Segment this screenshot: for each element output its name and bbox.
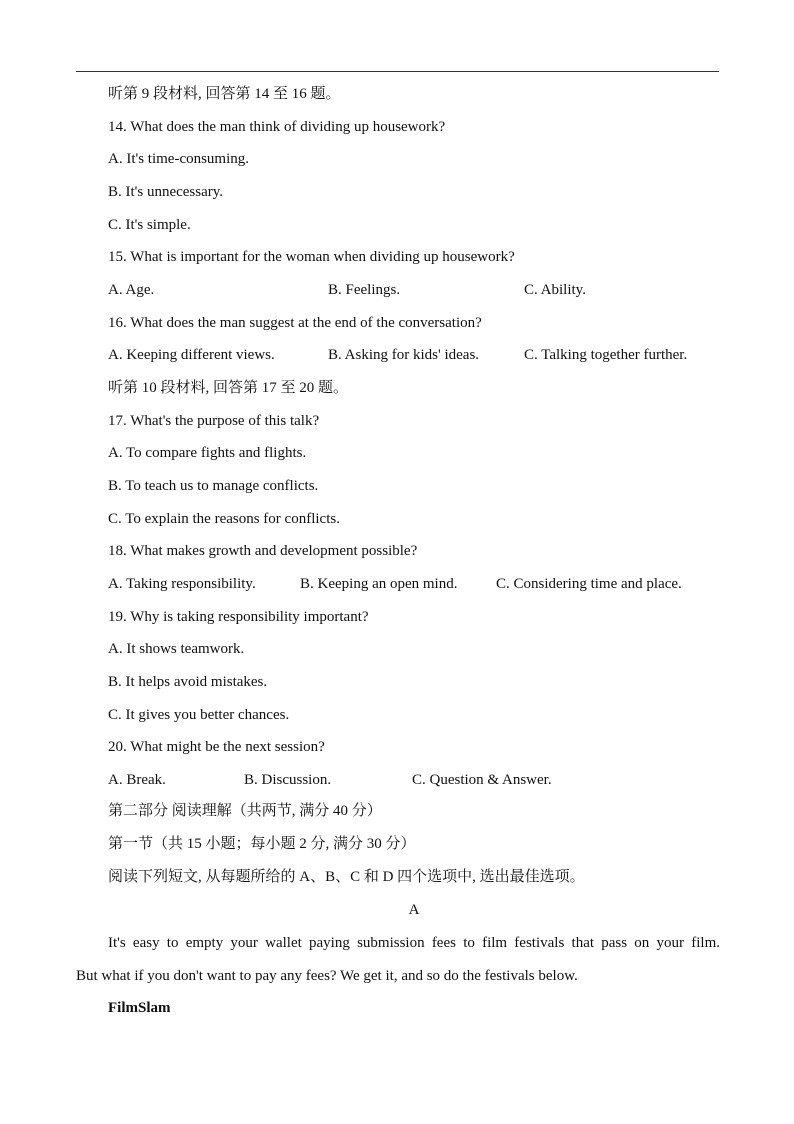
question-17-option-b: B. To teach us to manage conflicts. bbox=[108, 478, 319, 494]
question-16-option-a: A. Keeping different views. bbox=[108, 347, 275, 363]
question-17-option-a: A. To compare fights and flights. bbox=[108, 445, 307, 461]
question-20-option-a: A. Break. bbox=[108, 772, 166, 788]
question-19-stem: 19. Why is taking responsibility important? bbox=[108, 609, 369, 625]
section-intro-10: 听第 10 段材料, 回答第 17 至 20 题。 bbox=[108, 380, 349, 396]
question-16-option-c: C. Talking together further. bbox=[524, 347, 688, 363]
question-16-stem: 16. What does the man suggest at the end of the conversation? bbox=[108, 315, 482, 331]
question-18-option-a: A. Taking responsibility. bbox=[108, 576, 256, 592]
question-15-option-b: B. Feelings. bbox=[328, 282, 401, 298]
section-1-heading: 第一节（共 15 小题；每小题 2 分, 满分 30 分） bbox=[108, 836, 416, 852]
question-18-option-b: B. Keeping an open mind. bbox=[300, 576, 458, 592]
question-15-stem: 15. What is important for the woman when dividing up housework? bbox=[108, 249, 515, 265]
passage-heading-filmslam: FilmSlam bbox=[108, 1000, 171, 1016]
passage-label: A bbox=[408, 902, 420, 918]
section-intro-9: 听第 9 段材料, 回答第 14 至 16 题。 bbox=[108, 86, 341, 102]
question-15-option-c: C. Ability. bbox=[524, 282, 586, 298]
question-19-option-b: B. It helps avoid mistakes. bbox=[108, 674, 268, 690]
question-20-stem: 20. What might be the next session? bbox=[108, 739, 325, 755]
question-19-option-a: A. It shows teamwork. bbox=[108, 641, 245, 657]
question-18-stem: 18. What makes growth and development possible? bbox=[108, 543, 418, 559]
question-20-option-c: C. Question & Answer. bbox=[412, 772, 552, 788]
passage-paragraph-line-1: It's easy to empty your wallet paying submission fees to film festivals that pass on your film. bbox=[108, 935, 720, 951]
question-14-stem: 14. What does the man think of dividing up housework? bbox=[108, 119, 446, 135]
question-14-option-b: B. It's unnecessary. bbox=[108, 184, 224, 200]
header-rule bbox=[76, 71, 719, 72]
question-14-option-c: C. It's simple. bbox=[108, 217, 191, 233]
question-14-option-a: A. It's time-consuming. bbox=[108, 151, 250, 167]
question-15-option-a: A. Age. bbox=[108, 282, 155, 298]
part-2-heading: 第二部分 阅读理解（共两节, 满分 40 分） bbox=[108, 803, 382, 819]
passage-paragraph-line-2: But what if you don't want to pay any fees? We get it, and so do the festivals below. bbox=[76, 968, 578, 984]
question-18-option-c: C. Considering time and place. bbox=[496, 576, 682, 592]
question-17-option-c: C. To explain the reasons for conflicts. bbox=[108, 511, 340, 527]
question-16-option-b: B. Asking for kids' ideas. bbox=[328, 347, 480, 363]
reading-instructions: 阅读下列短文, 从每题所给的 A、B、C 和 D 四个选项中, 选出最佳选项。 bbox=[108, 869, 585, 885]
question-20-option-b: B. Discussion. bbox=[244, 772, 332, 788]
question-19-option-c: C. It gives you better chances. bbox=[108, 707, 290, 723]
question-17-stem: 17. What's the purpose of this talk? bbox=[108, 413, 320, 429]
